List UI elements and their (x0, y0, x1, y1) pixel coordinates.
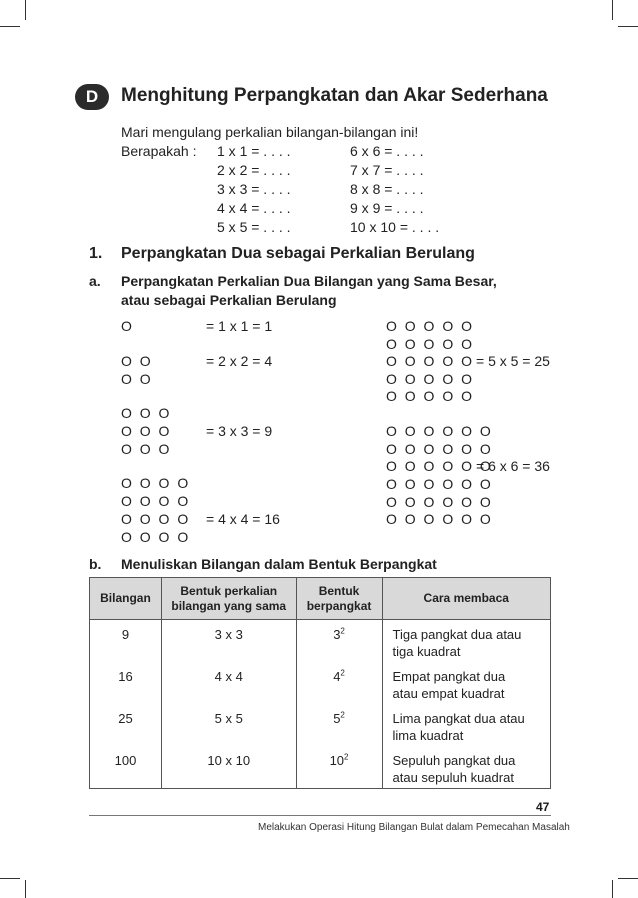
dot-row: O O O O O (386, 388, 475, 404)
cell-perkalian: 10 x 10 (161, 746, 296, 789)
cell-berpangkat (296, 662, 382, 704)
equation: = 3 x 3 = 9 (206, 423, 273, 439)
dot-row: O O (121, 353, 153, 369)
crop-mark (0, 878, 20, 879)
dot-row: O O (121, 371, 153, 387)
read-line: lima kuadrat (392, 728, 464, 743)
column-header: Bentuk perkalian bilangan yang sama (161, 578, 296, 620)
crop-mark (612, 0, 613, 20)
cell-cara-membaca (382, 620, 551, 663)
table-row (90, 746, 551, 789)
table-header-row (90, 578, 551, 620)
exercise-item: 8 x 8 = . . . . (350, 181, 424, 197)
power-exponent: 2 (340, 668, 345, 678)
dot-row: O O O O (121, 529, 191, 545)
power-base: 5 (333, 711, 341, 726)
dot-row: O O O O O (386, 353, 475, 369)
power-table (89, 577, 551, 789)
crop-mark (0, 26, 20, 27)
dot-row: O O O (121, 423, 172, 439)
cell-cara-membaca (382, 704, 551, 746)
exercise-item: 7 x 7 = . . . . (350, 162, 424, 178)
power-exponent: 2 (344, 752, 349, 762)
dot-row: O O O O O (386, 336, 475, 352)
equation: = 2 x 2 = 4 (206, 353, 273, 369)
dot-row: O O O O O O (386, 458, 493, 474)
exercise-item: 5 x 5 = . . . . (217, 219, 291, 235)
dot-row: O (121, 318, 134, 334)
cell-berpangkat (296, 746, 382, 789)
cell-bilangan: 25 (90, 704, 162, 746)
page-number: 47 (536, 800, 550, 814)
column-header: Bilangan (90, 578, 162, 620)
dot-row: O O O O O O (386, 511, 493, 527)
exercise-item: 2 x 2 = . . . . (217, 162, 291, 178)
section-badge: D (75, 84, 109, 110)
crop-mark (25, 0, 26, 20)
equation: = 4 x 4 = 16 (206, 511, 280, 527)
crop-mark (25, 880, 26, 898)
cell-berpangkat (296, 704, 382, 746)
table-row (90, 662, 551, 704)
power-base: 4 (333, 669, 341, 684)
dot-row: O O O O O O (386, 423, 493, 439)
read-line: Sepuluh pangkat dua (392, 753, 516, 768)
column-header: Cara membaca (382, 578, 551, 620)
dot-row: O O O O O O (386, 494, 493, 510)
equation: = 5 x 5 = 25 (476, 353, 550, 369)
dot-row: O O O (121, 405, 172, 421)
exercise-item: 9 x 9 = . . . . (350, 200, 424, 216)
crop-mark (612, 880, 613, 898)
dot-row: O O O O (121, 475, 191, 491)
cell-bilangan: 9 (90, 620, 162, 663)
table-row (90, 620, 551, 663)
cell-perkalian: 5 x 5 (161, 704, 296, 746)
column-header: Bentuk berpangkat (296, 578, 382, 620)
dot-row: O O O O (121, 511, 191, 527)
power-base: 10 (329, 753, 345, 768)
equation: = 6 x 6 = 36 (476, 458, 550, 474)
heading-number: 1. (89, 245, 103, 262)
read-line: Lima pangkat dua atau (392, 711, 525, 726)
power-exponent: 2 (340, 626, 345, 636)
cell-bilangan: 16 (90, 662, 162, 704)
read-line: tiga kuadrat (392, 644, 461, 659)
subheading-a-line2: atau sebagai Perkalian Berulang (121, 292, 337, 308)
section-title: Menghitung Perpangkatan dan Akar Sederhana (121, 85, 548, 106)
read-line: Empat pangkat dua (392, 669, 506, 684)
cell-berpangkat (296, 620, 382, 663)
intro-text: Mari mengulang perkalian bilangan-bilangan ini! (121, 124, 419, 140)
heading-1: Perpangkatan Dua sebagai Perkalian Berulang (121, 245, 475, 262)
table-row (90, 704, 551, 746)
cell-cara-membaca (382, 662, 551, 704)
exercise-item: 10 x 10 = . . . . (350, 219, 440, 235)
crop-mark (618, 878, 638, 879)
dot-row: O O O O O O (386, 441, 493, 457)
exercise-item: 3 x 3 = . . . . (217, 181, 291, 197)
dot-row: O O O O (121, 493, 191, 509)
equation: = 1 x 1 = 1 (206, 318, 273, 334)
crop-mark (618, 26, 638, 27)
dot-row: O O O O O O (386, 476, 493, 492)
intro-label: Berapakah : (121, 143, 197, 159)
subheading-letter: a. (89, 273, 101, 289)
exercise-item: 1 x 1 = . . . . (217, 143, 291, 159)
read-line: atau empat kuadrat (392, 686, 505, 701)
cell-perkalian: 4 x 4 (161, 662, 296, 704)
cell-perkalian: 3 x 3 (161, 620, 296, 663)
footer-text: Melakukan Operasi Hitung Bilangan Bulat dalam Pemecahan Masalah (258, 822, 570, 833)
exercise-item: 6 x 6 = . . . . (350, 143, 424, 159)
subheading-a: Perpangkatan Perkalian Dua Bilangan yang Sama Besar, (121, 273, 497, 289)
dot-row: O O O (121, 441, 172, 457)
subheading-b: Menuliskan Bilangan dalam Bentuk Berpangkat (121, 556, 437, 572)
cell-bilangan: 100 (90, 746, 162, 789)
exercise-item: 4 x 4 = . . . . (217, 200, 291, 216)
read-line: atau sepuluh kuadrat (392, 770, 514, 785)
power-base: 3 (333, 627, 341, 642)
dot-row: O O O O O (386, 318, 475, 334)
power-exponent: 2 (340, 710, 345, 720)
subheading-letter: b. (89, 556, 102, 572)
dot-row: O O O O O (386, 371, 475, 387)
cell-cara-membaca (382, 746, 551, 789)
footer-divider (89, 815, 551, 816)
read-line: Tiga pangkat dua atau (392, 627, 522, 642)
